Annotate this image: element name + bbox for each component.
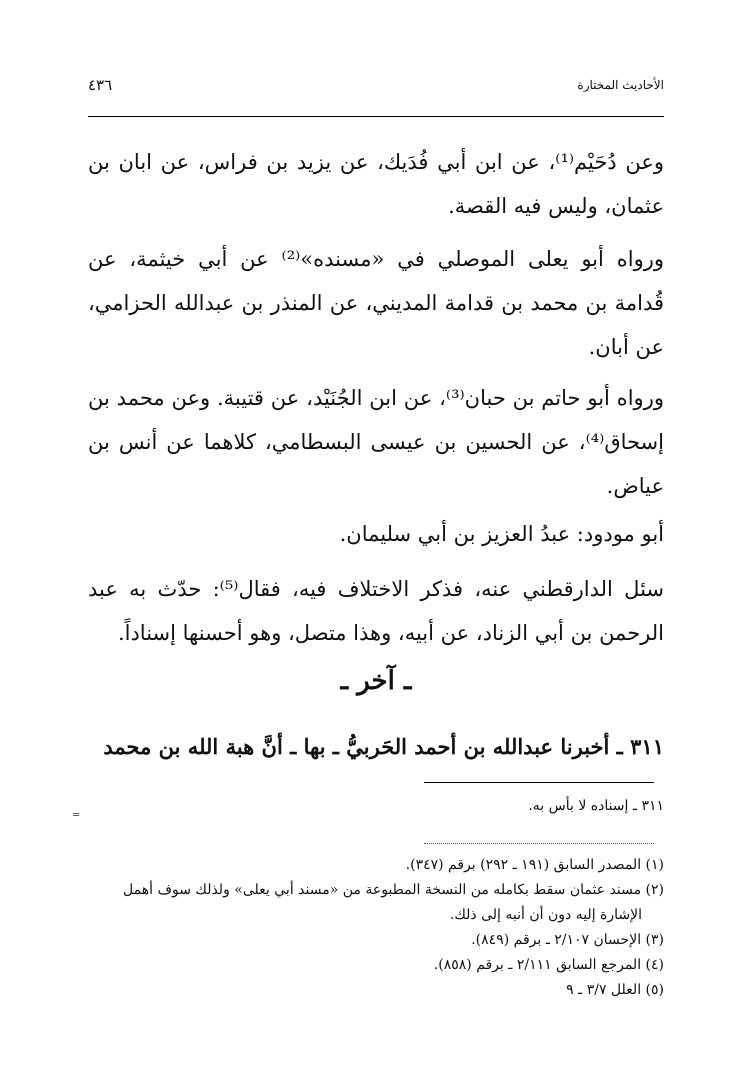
footnote-5: (٥) العلل ٣/٧ ـ ٩ [566, 982, 664, 998]
footnote-4: (٤) المرجع السابق ٢/١١١ ـ برقم (٨٥٨). [433, 957, 664, 973]
paragraph-5: سئل الدارقطني عنه، فذكر الاختلاف فيه، فقال⁽⁵⁾: حدّث به عبد الرحمن بن أبي الزناد، عن أبيه، وهذا متصل، وهو أحسنها إسناداً. [88, 577, 665, 645]
hadith-line: ٣١١ ـ أخبرنا عبدالله بن أحمد الحَربيُّ ـ بها ـ أنَّ هبة الله بن محمد [103, 734, 664, 759]
footnote-2-continuation: الإشارة إليه دون أن أنبه إلى ذلك. [449, 907, 642, 923]
footnote-dotted-divider [424, 843, 654, 844]
page-number: ٤٣٦ [88, 76, 113, 94]
margin-mark: = [72, 810, 81, 821]
footnotes [88, 853, 664, 1003]
header-divider [88, 116, 664, 117]
paragraph-3: ورواه أبو حاتم بن حبان⁽³⁾، عن ابن الجُنَيْد، عن قتيبة. وعن محمد بن إسحاق⁽⁴⁾، عن الحسين بن عيسى البسطامي، كلاهما عن أنس بن عياض. [88, 386, 664, 498]
footnote-3: (٣) الإحسان ٢/١٠٧ ـ برقم (٨٤٩). [471, 932, 664, 948]
footnote-divider [424, 782, 654, 783]
section-heading: ـ آخر ـ [340, 666, 412, 696]
paragraph-1: وعن دُحَيْم⁽¹⁾، عن ابن أبي فُدَيك، عن يزيد بن فراس، عن ابان بن عثمان، وليس فيه القصة. [88, 150, 664, 218]
paragraph-4: أبو مودود: عبدُ العزيز بن أبي سليمان. [339, 522, 664, 546]
footnote-2: (٢) مسند عثمان سقط بكامله من النسخة المطبوعة من «مسند أبي يعلى» ولذلك سوف أهمل [123, 882, 664, 898]
page-header [88, 76, 664, 98]
hadith-note: ٣١١ ـ إسناده لا بأس به. [528, 798, 664, 814]
footnote-1: (١) المصدر السابق (١٩١ ـ ٢٩٢) برقم (٣٤٧). [405, 857, 664, 873]
paragraph-2: ورواه أبو يعلى الموصلي في «مسنده»⁽²⁾ عن أبي خيثمة، عن قُدامة بن محمد بن قدامة المديني، عن المنذر بن عبدالله الحزامي، عن أبان. [88, 247, 664, 359]
running-title: الأحاديث المختارة [577, 78, 664, 92]
